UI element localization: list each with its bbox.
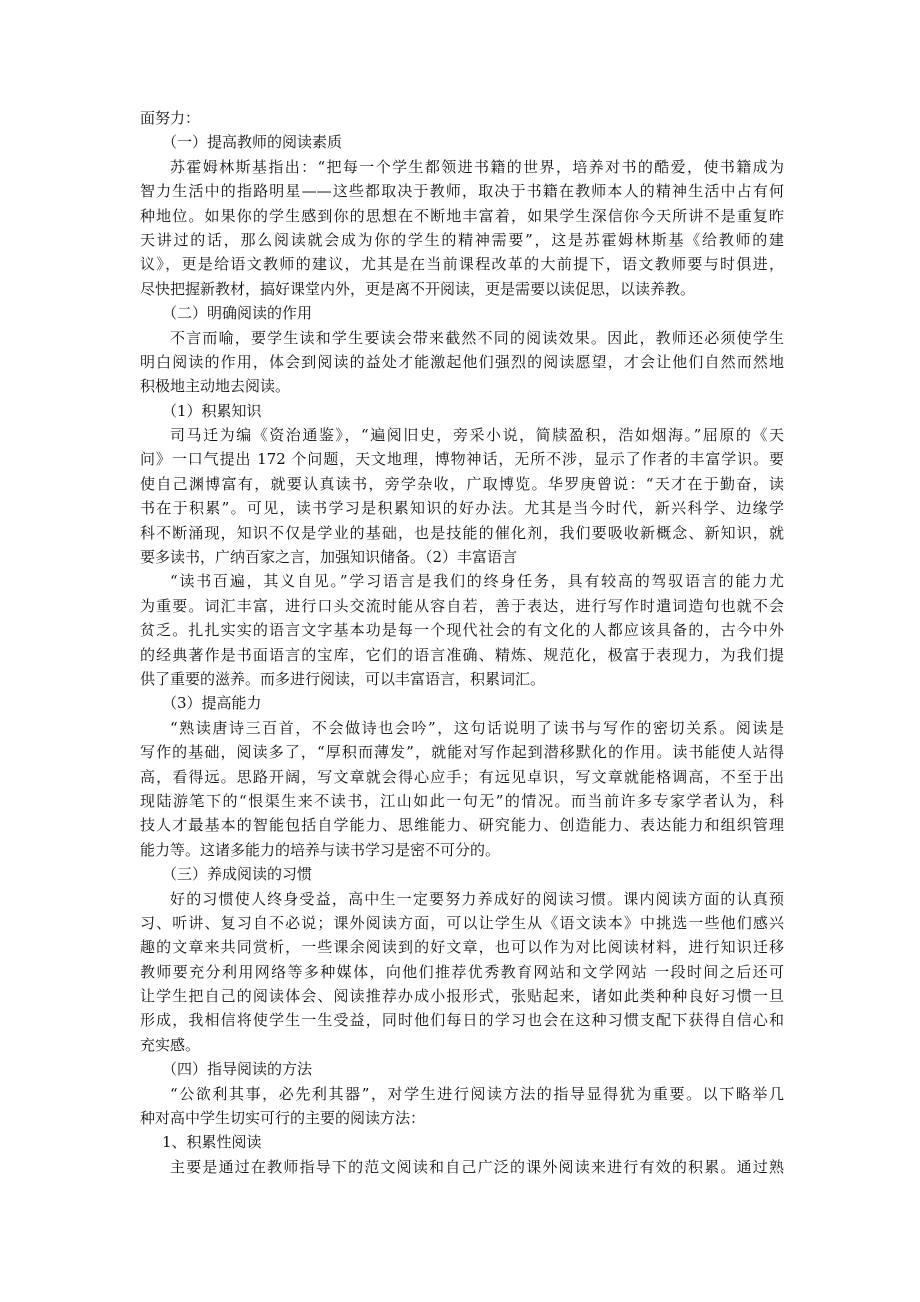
text-line: 让学生把自己的阅读体会、阅读推荐办成小报形式，张贴起来，诸如此类种种良好习惯一旦 bbox=[140, 987, 784, 1006]
section-heading: （1）积累知识 bbox=[162, 401, 262, 420]
text-line: 趣的文章来共同赏析，一些课余阅读到的好文章，也可以作为对比阅读材料，进行知识迁移 bbox=[140, 938, 784, 957]
text-line: “熟读唐诗三百首，不会做诗也会吟”，这句话说明了读书与写作的密切关系。阅读是 bbox=[170, 718, 784, 737]
text-line: 的经典著作是书面语言的宝库，它们的语言准确、精炼、规范化，极富于表现力，为我们提 bbox=[140, 645, 784, 664]
text-line: 现陆游笔下的“恨渠生来不读书，江山如此一句无”的情况。而当前许多专家学者认为，科 bbox=[140, 791, 784, 810]
text-line: 问》一口气提出 172 个问题，天文地理，博物神话，无所不涉，显示了作者的丰富学识。要 bbox=[140, 450, 784, 469]
section-heading: （一）提高教师的阅读素质 bbox=[162, 133, 343, 152]
text-line: 贫乏。扎扎实实的语言文字基本功是每一个现代社会的有文化的人都应该具备的，古今中外 bbox=[140, 621, 784, 640]
text-line: 高，看得远。思路开阔，写文章就会得心应手；有远见卓识，写文章就能格调高，不至于出 bbox=[140, 767, 784, 786]
section-heading: （3）提高能力 bbox=[162, 694, 262, 713]
text-line: 为重要。词汇丰富，进行口头交流时能从容自若，善于表达，进行写作时遣词造句也就不会 bbox=[140, 596, 784, 615]
section-heading: （三）养成阅读的习惯 bbox=[162, 865, 313, 884]
text-line: 尽快把握新教材，搞好课堂内外，更是离不开阅读，更是需要以读促思，以读养教。 bbox=[140, 279, 696, 298]
section-heading: （二）明确阅读的作用 bbox=[162, 304, 313, 323]
text-line: 种对高中学生切实可行的主要的阅读方法： bbox=[140, 1109, 426, 1128]
text-line: 科不断涌现，知识不仅是学业的基础，也是技能的催化剂，我们要吸收新概念、新知识，就 bbox=[140, 523, 784, 542]
text-line: 形成，我相信将使学生一生受益，同时他们每日的学习也会在这种习惯支配下获得自信心和 bbox=[140, 1011, 784, 1030]
text-line: 技人才最基本的智能包括自学能力、思维能力、研究能力、创造能力、表达能力和组织管理 bbox=[140, 816, 784, 835]
text-line: 司马迁为编《资治通鉴》，“遍阅旧史，旁采小说，简牍盈积，浩如烟海。”屈原的《天 bbox=[170, 426, 784, 445]
text-line: 不言而喻，要学生读和学生要读会带来截然不同的阅读效果。因此，教师还必须使学生 bbox=[170, 328, 784, 347]
section-heading: （四）指导阅读的方法 bbox=[162, 1060, 313, 1079]
document-body bbox=[140, 106, 784, 1179]
text-line: 苏霍姆林斯基指出：“把每一个学生都领进书籍的世界，培养对书的酷爱，使书籍成为 bbox=[170, 157, 784, 176]
text-line: 能力等。这诸多能力的培养与读书学习是密不可分的。 bbox=[140, 840, 501, 859]
text-line: 教师要充分利用网络等多种媒体，向他们推荐优秀教育网站和文学网站 一段时间之后还可 bbox=[140, 962, 784, 981]
text-line: 写作的基础，阅读多了，“厚积而薄发”，就能对写作起到潜移默化的作用。读书能使人站得 bbox=[140, 743, 784, 762]
text-line: 明白阅读的作用，体会到阅读的益处才能激起他们强烈的阅读愿望，才会让他们自然而然地 bbox=[140, 352, 784, 371]
text-line: “读书百遍，其义自见。”学习语言是我们的终身任务，具有较高的驾驭语言的能力尤 bbox=[170, 572, 784, 591]
text-line: 充实感。 bbox=[140, 1035, 201, 1054]
text-line: 好的习惯使人终身受益，高中生一定要努力养成好的阅读习惯。课内阅读方面的认真预 bbox=[170, 889, 784, 908]
text-line: 供了重要的滋养。而多进行阅读，可以丰富语言，积累词汇。 bbox=[140, 669, 546, 688]
text-line: 种地位。如果你的学生感到你的思想在不断地丰富着，如果学生深信你今天所讲不是重复昨 bbox=[140, 206, 784, 225]
text-line: 习、听讲、复习自不必说；课外阅读方面，可以让学生从《语文读本》中挑选一些他们感兴 bbox=[140, 913, 784, 932]
text-line: 议》，更是给语文教师的建议，尤其是在当前课程改革的大前提下，语文教师要与时俱进， bbox=[140, 255, 784, 274]
text-line: 面努力： bbox=[140, 109, 201, 127]
text-line: 主要是通过在教师指导下的范文阅读和自己广泛的课外阅读来进行有效的积累。通过熟 bbox=[170, 1157, 784, 1176]
text-line: 天讲过的话，那么阅读就会成为你的学生的精神需要”，这是苏霍姆林斯基《给教师的建 bbox=[140, 230, 784, 249]
text-line: 使自己渊博富有，就要认真读书，旁学杂收，广取博览。华罗庚曾说：“天才在于勤奋，读 bbox=[140, 474, 784, 493]
section-heading: 1、积累性阅读 bbox=[162, 1133, 262, 1152]
text-line: 积极地主动地去阅读。 bbox=[140, 377, 291, 396]
text-line: “公欲利其事，必先利其器”，对学生进行阅读方法的指导显得犹为重要。以下略举几 bbox=[170, 1084, 784, 1103]
text-line: 要多读书，广纳百家之言，加强知识储备。（2）丰富语言 bbox=[140, 548, 518, 567]
text-line: 智力生活中的指路明星——这些都取决于教师，取决于书籍在教师本人的精神生活中占有何 bbox=[140, 182, 784, 201]
text-line: 书在于积累”。可见，读书学习是积累知识的好办法。尤其是当今时代，新兴科学、边缘学 bbox=[140, 499, 784, 518]
